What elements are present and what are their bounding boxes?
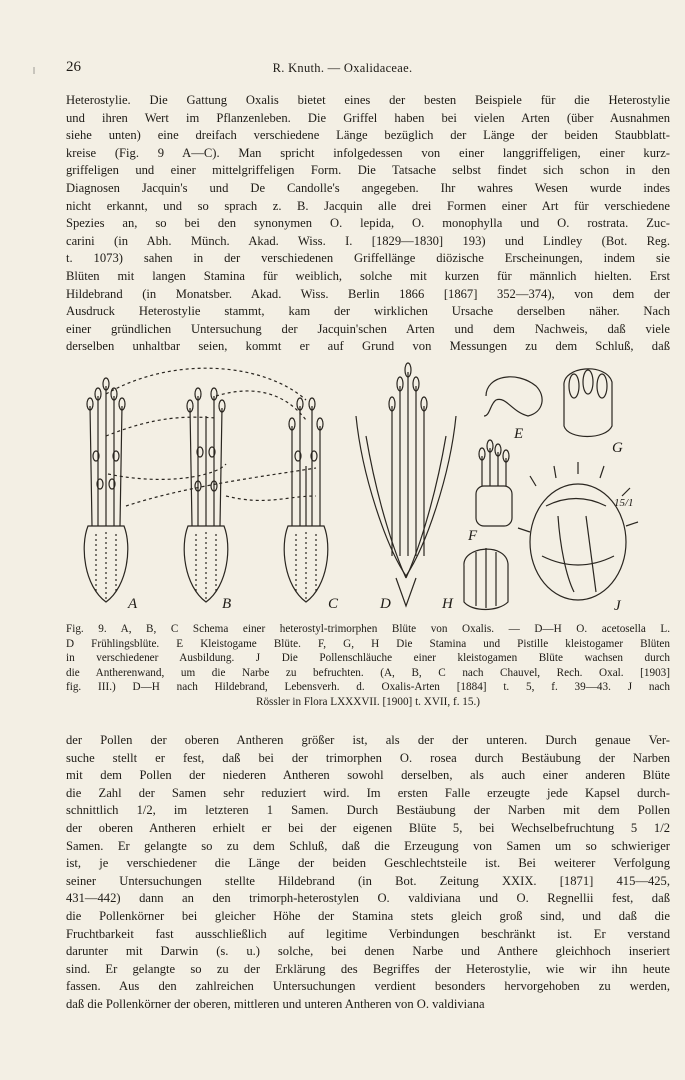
text-line: mit dem Pollen der niederen Antheren sowohl derselben, als auch einer anderen Blüte	[66, 768, 670, 783]
magnification-mark: 15/1	[614, 497, 634, 509]
text-line: nicht erkannt, und so sprach z. B. Jacquin alle drei Formen einer Art für verschiedene	[66, 198, 670, 213]
caption-line: die Antherenwand, um die Narbe zu befruchten. (A, B, C nach Chauvel, Rech. Oxal. [1903]	[66, 666, 670, 679]
label-a: A	[128, 596, 138, 612]
running-head: R. Knuth. — Oxalidaceae.	[272, 61, 413, 75]
text-line: 431—442) dann an den trimorph-heterostylen O. valdiviana und O. Regnellii fest, daß	[66, 891, 670, 906]
text-line: seiner Untersuchungen stellte Hildebrand (in Bot. Zeitung XXIX. [1871] 415—425,	[66, 873, 670, 888]
text-line: Ausdruck Heterostylie stammt, kam der wirklichen Ursache derselben näher. Nach	[66, 304, 670, 319]
margin-mark: ǀ	[33, 66, 36, 77]
paragraph-heterostylie	[66, 92, 670, 356]
label-j: J	[614, 598, 621, 614]
cleistogamous-bud-e	[484, 377, 542, 416]
text-line: Hildebrand (in Monatsber. Akad. Wiss. Berlin 1866 [1867] 352—374), von dem der	[66, 286, 670, 301]
page-number: 26	[66, 59, 81, 75]
figure-caption	[66, 622, 670, 710]
text-line: derselben unhaltbar seien, kommt er auf Grund von Messungen zu dem Schluß, daß	[66, 339, 670, 354]
flower-c	[284, 398, 328, 602]
text-line: griffeligen und einer mittelgriffeligen Form. Die Tatsache selbst findet sich schon in den	[66, 163, 670, 178]
label-b: B	[222, 596, 232, 612]
label-g: G	[612, 440, 623, 456]
text-line: Blüten mit langen Stamina für weiblich, solche mit kurzen für männlich hielten. Erst	[66, 268, 670, 283]
text-line: carini (in Abh. Münch. Akad. Wiss. I. [1829—1830] 193) und Lindley (Bot. Reg.	[66, 233, 670, 248]
text-line: die Zahl der Samen sehr reduziert wird. Im ersten Falle erzeugte jede Kapsel durch-	[66, 785, 670, 800]
text-line: sind. Er gelangte so zu der Erklärung des Begriffes der Heterostylie, wie wir ihn heute	[66, 961, 670, 976]
text-line: Heterostylie. Die Gattung Oxalis bietet eines der besten Beispiele für die Heterostylie	[66, 93, 670, 107]
text-line: kreise (Fig. 9 A—C). Man spricht infolgedessen von einer langgriffeligen, einer kurz-	[66, 145, 670, 160]
caption-line: D Frühlingsblüte. E Kleistogame Blüte. F, G, H Die Stamina und Pistille kleistogamer Blüten	[66, 637, 670, 650]
flower-drawings	[66, 356, 670, 616]
text-line: Fruchtbarkeit fast ausschließlich auf legitime Verbindungen beschränkt ist. Er verstand	[66, 926, 670, 941]
pollen-tubes-j	[518, 462, 638, 600]
text-line: Samen. Er gelangte so zu dem Schluß, daß die Erzeugung von Samen um so schwieriger	[66, 838, 670, 853]
label-c: C	[328, 596, 339, 612]
caption-line: Fig. 9. A, B, C Schema einer heterostyl-trimorphen Blüte von Oxalis. — D—H O. acetosella L.	[66, 623, 670, 635]
caption-line: Rössler in Flora LXXXVII. [1900] t. XVII, f. 15.)	[255, 695, 481, 708]
text-line: ist, je verschiedener die Länge der beiden Geschlechtsteile ist. Bei weiterer Verfolgung	[66, 856, 670, 871]
label-h: H	[442, 596, 453, 612]
caption-line: fig. III.) D—H nach Hildebrand, Lebensverh. d. Oxalis-Arten [1884] t. 5, f. 39—43. J nach	[66, 681, 670, 694]
text-line: Diagnosen Jacquin's und De Candolle's angegeben. Ihr wahres Wesen wurde indes	[66, 180, 670, 195]
figure-9-illustration	[66, 356, 670, 616]
text-line: schnittlich 1/2, im letzteren 1 Samen. Durch Bestäubung der Narben mit dem Pollen	[66, 803, 670, 818]
text-line: die Pollenkörner bei gleicher Höhe der Stamina stets gleich groß sind, und daß die	[66, 908, 670, 923]
flower-a	[84, 378, 128, 602]
text-line: suche stellt er fest, daß bei der trimorphen O. rosea durch Bestäubung der Narben	[66, 750, 670, 765]
label-f: F	[468, 528, 478, 544]
text-line: daß die Pollenkörner der oberen, mittleren und unteren Antheren von O. valdiviana	[66, 996, 485, 1011]
label-d: D	[380, 596, 391, 612]
text-line: fassen. Aus den zahlreichen Untersuchungen verdient besonders hervorgehoben zu werden,	[66, 979, 670, 994]
text-line: einer gründlichen Untersuchung der Jacquin'schen Arten und dem Nachweis, daß viele	[66, 321, 670, 336]
text-line: Spezies an, so bei den synonymen O. lepida, O. monophylla und O. rostrata. Zuc-	[66, 216, 670, 231]
stamens-f	[476, 440, 512, 526]
text-line: t. 1073) sahen in der verschiedenen Griffellänge diözische Erscheinungen, indem sie	[66, 251, 670, 266]
text-line: darunter mit Darwin (s. u.) solche, bei denen Narbe und Anthere gleichhoch inseriert	[66, 944, 670, 959]
label-e: E	[514, 426, 524, 442]
stamens-g	[564, 369, 612, 437]
paragraph-pollen	[66, 732, 670, 1014]
pistil-h	[464, 548, 508, 610]
text-line: der oberen Antheren erhielt er bei der eigenen Blüte 5, bei Wechselbefruchtung 5 1/2	[66, 820, 670, 835]
text-line: und ihren Wert im Pflanzenleben. Die Griffel haben bei vielen Arten (über Ausnahmen	[66, 110, 670, 125]
text-line: siehe unten) eine dreifach verschiedene Länge bezüglich der Länge der beiden Staubblatt-	[66, 128, 670, 143]
flower-d	[356, 363, 456, 606]
flower-b	[184, 388, 228, 602]
text-line: der Pollen der oberen Antheren größer ist, als der der unteren. Durch genaue Ver-	[66, 733, 670, 747]
caption-line: in verschiedener Ausbildung. J Die Pollenschläuche einer kleistogamen Blüte wachsen durch	[66, 652, 670, 665]
